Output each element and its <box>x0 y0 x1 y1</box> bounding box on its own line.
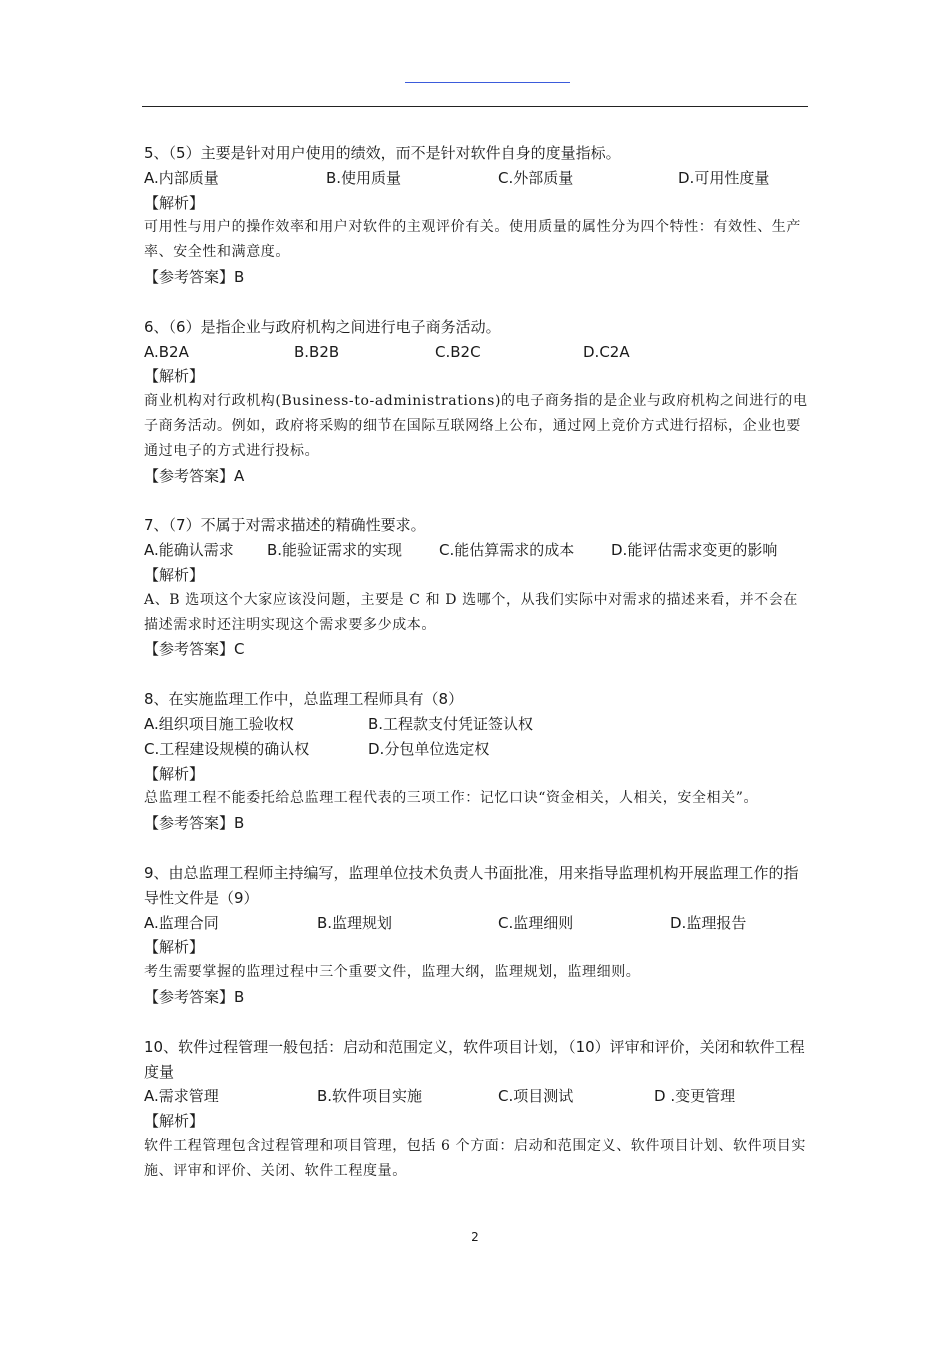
option-b: B.监理规划 <box>317 913 393 932</box>
option-b: B.B2B <box>294 342 340 361</box>
question-9 <box>144 861 808 1010</box>
options-row <box>144 911 808 936</box>
analysis-label: 【解析】 <box>144 1112 205 1131</box>
option-d: D.可用性度量 <box>678 168 770 187</box>
header-rule <box>142 106 808 107</box>
analysis-text: 软件工程管理包含过程管理和项目管理，包括 6 个方面：启动和范围定义、软件项目计划、软件项目实施、评审和评价、关闭、软件工程度量。 <box>144 1137 807 1179</box>
options-row <box>144 712 808 737</box>
answer-line: 【参考答案】C <box>144 640 245 659</box>
option-a: A.组织项目施工验收权 <box>144 714 294 733</box>
analysis-label: 【解析】 <box>144 938 205 957</box>
answer-line: 【参考答案】B <box>144 267 245 286</box>
analysis-text: A、B 选项这个大家应该没问题，主要是 C 和 D 选哪个，从我们实际中对需求的描述来看，并不会在描述需求时还注明实现这个需求要多少成本。 <box>144 591 798 633</box>
option-c: C.能估算需求的成本 <box>439 541 575 560</box>
option-b: B.使用质量 <box>326 168 402 187</box>
option-d: D .变更管理 <box>654 1087 736 1106</box>
answer-line: 【参考答案】B <box>144 987 245 1006</box>
analysis-label: 【解析】 <box>144 764 205 783</box>
analysis-label: 【解析】 <box>144 367 205 386</box>
option-a: A.能确认需求 <box>144 541 234 560</box>
option-a: A.内部质量 <box>144 168 219 187</box>
option-b: B.软件项目实施 <box>317 1087 423 1106</box>
option-d: D.监理报告 <box>670 913 747 932</box>
answer-line: 【参考答案】A <box>144 466 245 485</box>
option-c: C.工程建设规模的确认权 <box>144 739 310 758</box>
options-row <box>144 166 808 191</box>
document-body <box>144 141 808 1208</box>
question-stem: 10、软件过程管理一般包括：启动和范围定义，软件项目计划，（10）评审和评价，关闭和软件工程度量 <box>144 1037 805 1081</box>
answer-line: 【参考答案】B <box>144 814 245 833</box>
options-row <box>144 538 808 563</box>
analysis-label: 【解析】 <box>144 565 205 584</box>
option-d: D.C2A <box>583 342 630 361</box>
question-6 <box>144 315 808 489</box>
options-row <box>144 340 808 365</box>
option-c: C.B2C <box>435 342 481 361</box>
options-row <box>144 1084 808 1109</box>
option-a: A.监理合同 <box>144 913 219 932</box>
options-row <box>144 737 808 762</box>
option-c: C.项目测试 <box>498 1087 574 1106</box>
option-d: D.能评估需求变更的影响 <box>611 541 778 560</box>
analysis-text: 考生需要掌握的监理过程中三个重要文件，监理大纲，监理规划，监理细则。 <box>144 964 641 981</box>
question-7 <box>144 513 808 662</box>
option-b: B.能验证需求的实现 <box>267 541 403 560</box>
question-8 <box>144 687 808 836</box>
question-stem: 9、由总监理工程师主持编写，监理单位技术负责人书面批准，用来指导监理机构开展监理工作的指导性文件是（9） <box>144 863 799 907</box>
question-5 <box>144 141 808 290</box>
option-a: A.B2A <box>144 342 189 361</box>
option-a: A.需求管理 <box>144 1087 219 1106</box>
analysis-text: 商业机构对行政机构(Business-to-administrations)的电子商务指的是企业与政府机构之间进行的电子商务活动。例如，政府将采购的细节在国际互联网络上公布，通过网上竞价方式进行招标，企业也要通过电子的方式进行投标。 <box>144 393 808 459</box>
question-stem: 8、在实施监理工作中，总监理工程师具有（8） <box>144 690 464 709</box>
analysis-text: 总监理工程不能委托给总监理工程代表的三项工作：记忆口诀“资金相关，人相关，安全相关”。 <box>144 790 759 807</box>
page-number: 2 <box>471 1230 479 1244</box>
analysis-label: 【解析】 <box>144 193 205 212</box>
option-d: D.分包单位选定权 <box>368 739 490 758</box>
question-stem: 6、（6）是指企业与政府机构之间进行电子商务活动。 <box>144 317 501 336</box>
option-c: C.监理细则 <box>498 913 574 932</box>
option-c: C.外部质量 <box>498 168 574 187</box>
header-link-underline[interactable] <box>405 82 570 83</box>
option-b: B.工程款支付凭证签认权 <box>368 714 534 733</box>
question-stem: 5、（5）主要是针对用户使用的绩效，而不是针对软件自身的度量指标。 <box>144 144 621 162</box>
question-10 <box>144 1035 808 1184</box>
question-stem: 7、（7）不属于对需求描述的精确性要求。 <box>144 516 426 535</box>
analysis-text: 可用性与用户的操作效率和用户对软件的主观评价有关。使用质量的属性分为四个特性：有效性、生产率、安全性和满意度。 <box>144 219 801 261</box>
